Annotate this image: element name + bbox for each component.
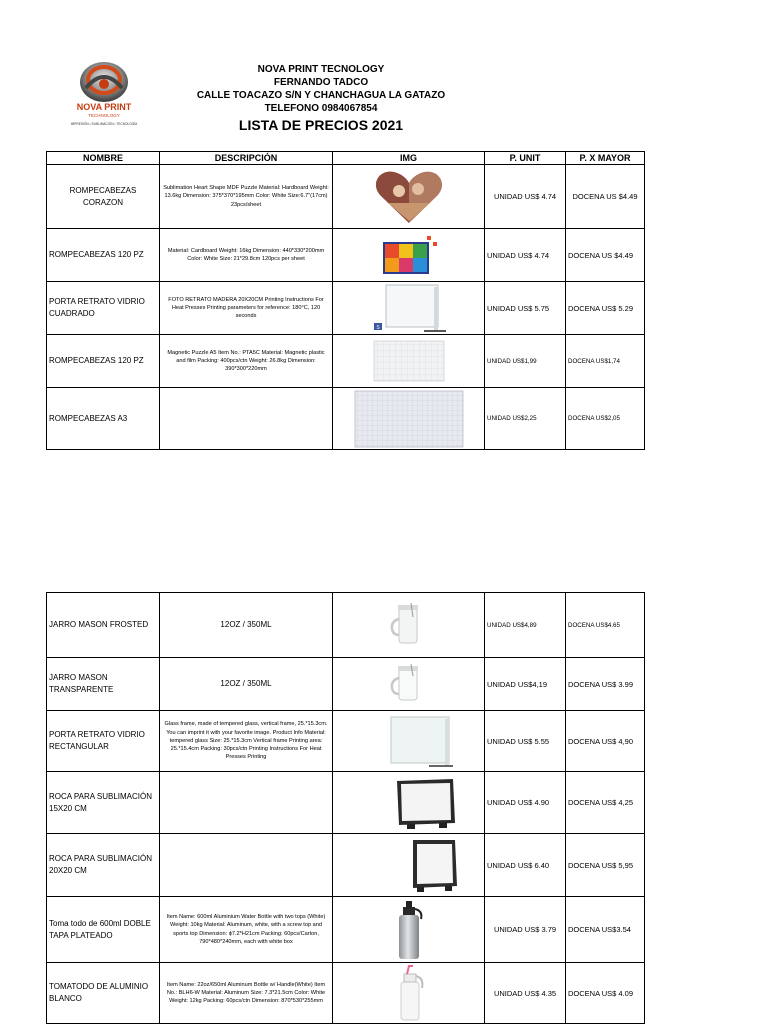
table-row bbox=[47, 772, 645, 834]
product-image bbox=[333, 834, 485, 897]
table-row bbox=[47, 834, 645, 897]
product-image bbox=[333, 963, 485, 1024]
nova-print-logo bbox=[56, 58, 152, 130]
unit-price: UNIDAD US$4,89 bbox=[485, 593, 566, 658]
unit-price: UNIDAD US$ 4.90 bbox=[485, 772, 566, 834]
svg-text:IMPRESIÓN • SUBLIMACIÓN • TECN: IMPRESIÓN • SUBLIMACIÓN • TECNOLOGÍA bbox=[70, 122, 138, 126]
company-address: CALLE TOACAZO S/N Y CHANCHAGUA LA GATAZO bbox=[196, 90, 446, 101]
product-name: ROMPECABEZAS 120 PZ bbox=[47, 335, 160, 388]
company-phone: TELEFONO 0984067854 bbox=[264, 103, 378, 114]
heart-puzzle-icon bbox=[374, 169, 444, 225]
puzzle-a3-icon bbox=[353, 390, 465, 448]
wholesale-price: DOCENA US$ 3.99 bbox=[566, 658, 645, 711]
product-image bbox=[333, 282, 485, 335]
product-name: ROCA PARA SUBLIMACIÓN 15X20 CM bbox=[47, 772, 160, 834]
product-image bbox=[333, 772, 485, 834]
wholesale-price: DOCENA US$3.54 bbox=[566, 897, 645, 963]
svg-text:S: S bbox=[375, 325, 380, 331]
product-description: Item Name: 22oz/650ml Aluminum Bottle w/ Handle(White) Item No.: BLH6-W Material: Aluminum Size: 7.3*21.5cm Color: White Weight: 12kg Packing: 60pcs/ctn Dimension: 870*530*255mm bbox=[160, 963, 333, 1024]
mason-jar-icon bbox=[389, 664, 429, 704]
photo-rock-square-icon bbox=[359, 836, 459, 894]
magnetic-puzzle-icon bbox=[372, 338, 446, 384]
wholesale-price: DOCENA US $4.49 bbox=[566, 165, 645, 229]
product-name: PORTA RETRATO VIDRIO RECTANGULAR bbox=[47, 711, 160, 772]
table-row bbox=[47, 335, 645, 388]
wholesale-price: DOCENA US$ 4.09 bbox=[566, 963, 645, 1024]
unit-price: UNIDAD US$2,25 bbox=[485, 388, 566, 450]
product-description: Item Name: 600ml Aluminium Water Bottle with two tops (White) Weight: 10kg Material: Aluminum, white, with a screw top and sports top Dimension: ϕ7.2*H21cm Packing: 60pcs/Carton, 790*480*240mm, each with white box bbox=[160, 897, 333, 963]
product-name: JARRO MASON FROSTED bbox=[47, 593, 160, 658]
wholesale-price: DOCENA US$ 5.29 bbox=[566, 282, 645, 335]
wholesale-price: DOCENA US$4.65 bbox=[566, 593, 645, 658]
table-row bbox=[47, 658, 645, 711]
table-row bbox=[47, 229, 645, 282]
product-description: 12OZ / 350ML bbox=[160, 658, 333, 711]
column-header-nombre: NOMBRE bbox=[47, 152, 160, 165]
glass-frame-rect-icon bbox=[359, 713, 459, 769]
mason-jar-icon bbox=[389, 603, 429, 647]
product-image bbox=[333, 658, 485, 711]
unit-price: UNIDAD US$ 4.74 bbox=[485, 165, 566, 229]
wholesale-price: DOCENA US$ 4,90 bbox=[566, 711, 645, 772]
product-description bbox=[160, 772, 333, 834]
svg-text:TECHNOLOGY: TECHNOLOGY bbox=[88, 113, 120, 118]
column-header-img: IMG bbox=[333, 152, 485, 165]
product-name: Toma todo de 600ml DOBLE TAPA PLATEADO bbox=[47, 897, 160, 963]
product-image bbox=[333, 897, 485, 963]
silver-bottle-icon bbox=[389, 899, 429, 961]
unit-price: UNIDAD US$ 3.79 bbox=[485, 897, 566, 963]
product-name: TOMATODO DE ALUMINIO BLANCO bbox=[47, 963, 160, 1024]
product-name: ROCA PARA SUBLIMACIÓN 20X20 CM bbox=[47, 834, 160, 897]
product-description: Magnetic Puzzle A5 Item No.: PTA5C Material: Magnetic plastic and film Packing: 400pcs/ctn Weight: 26.8kg Dimension: 390*300*220mm bbox=[160, 335, 333, 388]
unit-price: UNIDAD US$ 6.40 bbox=[485, 834, 566, 897]
table-row bbox=[47, 165, 645, 229]
table-row bbox=[47, 282, 645, 335]
product-image bbox=[333, 711, 485, 772]
product-image bbox=[333, 165, 485, 229]
column-header-descripcion: DESCRIPCIÓN bbox=[160, 152, 333, 165]
white-bottle-icon bbox=[389, 964, 429, 1022]
product-description bbox=[160, 834, 333, 897]
document-header bbox=[0, 0, 768, 150]
svg-text:NOVA PRINT: NOVA PRINT bbox=[76, 102, 132, 112]
unit-price: UNIDAD US$1,99 bbox=[485, 335, 566, 388]
product-name: JARRO MASON TRANSPARENTE bbox=[47, 658, 160, 711]
table-row bbox=[47, 593, 645, 658]
table-row bbox=[47, 963, 645, 1024]
product-description: Sublimation Heart Shape MDF Puzzle Material: Hardboard Weight: 13.6kg Dimension: 375*370*195mm Color: White Size:6.7"(17cm) 23pcs/sheet bbox=[160, 165, 333, 229]
product-name: PORTA RETRATO VIDRIO CUADRADO bbox=[47, 282, 160, 335]
product-description: FOTO RETRATO MADERA 20X20CM Printing Instructions For Heat Presses Printing parameters for reference: 180°C, 120 seconds bbox=[160, 282, 333, 335]
wholesale-price: DOCENA US $4.49 bbox=[566, 229, 645, 282]
product-image bbox=[333, 593, 485, 658]
company-info bbox=[190, 63, 452, 134]
company-owner: FERNANDO TADCO bbox=[273, 77, 369, 88]
product-image bbox=[333, 388, 485, 450]
product-image bbox=[333, 335, 485, 388]
company-name: NOVA PRINT TECNOLOGY bbox=[257, 64, 385, 75]
puzzle-120-icon bbox=[379, 232, 439, 278]
table-row bbox=[47, 897, 645, 963]
product-description: 12OZ / 350ML bbox=[160, 593, 333, 658]
wholesale-price: DOCENA US$ 5,95 bbox=[566, 834, 645, 897]
price-list-title: LISTA DE PRECIOS 2021 bbox=[238, 117, 404, 133]
table-row bbox=[47, 388, 645, 450]
unit-price: UNIDAD US$ 4.35 bbox=[485, 963, 566, 1024]
product-image bbox=[333, 229, 485, 282]
product-name: ROMPECABEZAS 120 PZ bbox=[47, 229, 160, 282]
product-description: Material: Cardboard Weight: 16kg Dimension: 440*330*200mm Color: White Size: 21*29.8cm 120pcs per sheet bbox=[160, 229, 333, 282]
column-header-p-unit: P. UNIT bbox=[485, 152, 566, 165]
product-description bbox=[160, 388, 333, 450]
product-name: ROMPECABEZAS A3 bbox=[47, 388, 160, 450]
column-header-p-x-mayor: P. X MAYOR bbox=[566, 152, 645, 165]
table-row bbox=[47, 711, 645, 772]
wholesale-price: DOCENA US$2,05 bbox=[566, 388, 645, 450]
wholesale-price: DOCENA US$1,74 bbox=[566, 335, 645, 388]
wholesale-price: DOCENA US$ 4,25 bbox=[566, 772, 645, 834]
table-header-row bbox=[47, 152, 645, 165]
unit-price: UNIDAD US$4,19 bbox=[485, 658, 566, 711]
unit-price: UNIDAD US$ 5.75 bbox=[485, 282, 566, 335]
product-name: ROMPECABEZAS CORAZON bbox=[47, 165, 160, 229]
unit-price: UNIDAD US$ 5.55 bbox=[485, 711, 566, 772]
price-table-1 bbox=[46, 151, 645, 450]
price-table-2 bbox=[46, 592, 645, 1024]
photo-rock-icon bbox=[359, 775, 459, 831]
glass-frame-icon bbox=[364, 283, 454, 333]
product-description: Glass frame, made of tempered glass, vertical frame, 25.*15.3cm. You can imprint it with your favorite image. Product Info Material: tempered glass Size: 25.*15.3cm Vertical frame Printing area: 25.*15.4cm Packing: 30pcs/ctn Printing Instructions For Heat Presses Printing bbox=[160, 711, 333, 772]
unit-price: UNIDAD US$ 4.74 bbox=[485, 229, 566, 282]
